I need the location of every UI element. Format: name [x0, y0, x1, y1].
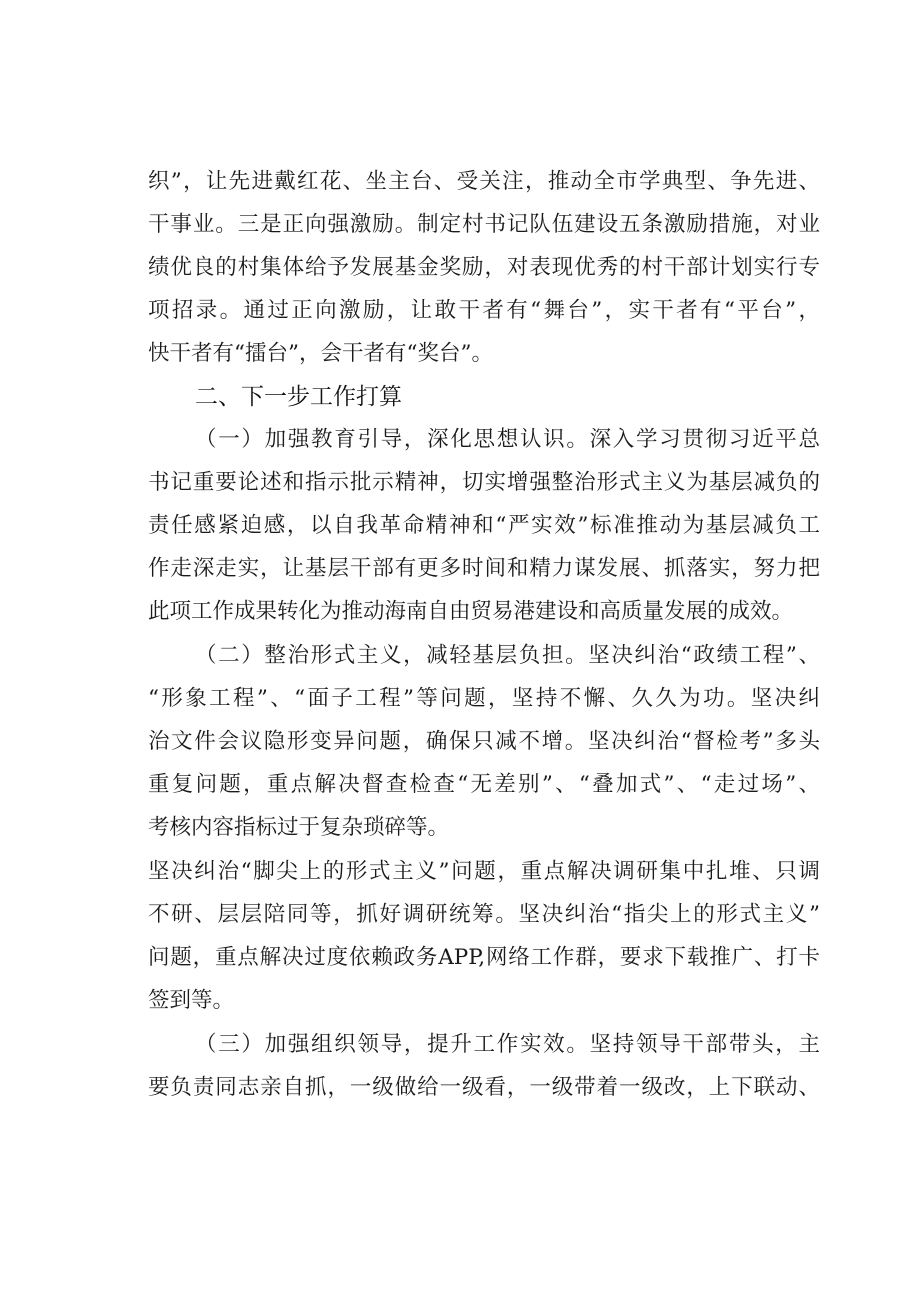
text-line: 作走深走实，让基层干部有更多时间和精力谋发展、抓落实，努力把: [148, 556, 820, 581]
text-line: 织”，让先进戴红花、坐主台、受关注，推动全市学典型、争先进、: [148, 169, 820, 194]
text-line: 考核内容指标过于复杂琐碎等。: [148, 815, 450, 840]
text-line: 坚决纠治“脚尖上的形式主义”问题，重点解决调研集中扎堆、只调: [148, 859, 820, 884]
text-line: （三）加强组织领导，提升工作实效。坚持领导干部带头，主: [195, 1032, 820, 1057]
text-line: 责任感紧迫感，以自我革命精神和“严实效”标准推动为基层减负工: [148, 513, 820, 538]
text-line: 书记重要论述和指示批示精神，切实增强整治形式主义为基层减负的: [148, 470, 820, 495]
text-line: 绩优良的村集体给予发展基金奖励，对表现优秀的村干部计划实行专: [148, 255, 820, 280]
text-line: 要负责同志亲自抓，一级做给一级看，一级带着一级改，上下联动、: [148, 1075, 820, 1100]
text-line: 快干者有“擂台”，会干者有“奖台”。: [148, 341, 493, 366]
text-line: 干事业。三是正向强激励。制定村书记队伍建设五条激励措施，对业: [148, 212, 820, 237]
section-heading: 二、下一步工作打算: [195, 384, 402, 410]
text-line: “形象工程”、“面子工程”等问题，坚持不懈、久久为功。坚决纠: [148, 686, 820, 711]
text-line: 签到等。: [148, 988, 235, 1013]
text-line: （二）整治形式主义，减轻基层负担。坚决纠治“政绩工程”、: [195, 643, 820, 668]
text-line: 治文件会议隐形变异问题，确保只减不增。坚决纠治“督检考”多头: [148, 729, 820, 754]
text-line: 项招录。通过正向激励，让敢干者有“舞台”，实干者有“平台”，: [148, 298, 820, 323]
text-line: 不研、层层陪同等，抓好调研统筹。坚决纠治“指尖上的形式主义”: [148, 902, 820, 927]
text-line: （一）加强教育引导，深化思想认识。深入学习贯彻习近平总: [195, 427, 820, 452]
text-line: 重复问题，重点解决督查检查“无差别”、“叠加式”、“走过场”、: [148, 772, 820, 797]
text-line: 此项工作成果转化为推动海南自由贸易港建设和高质量发展的成效。: [148, 599, 794, 624]
text-line: 问题，重点解决过度依赖政务APP,网络工作群，要求下载推广、打卡: [148, 945, 820, 970]
